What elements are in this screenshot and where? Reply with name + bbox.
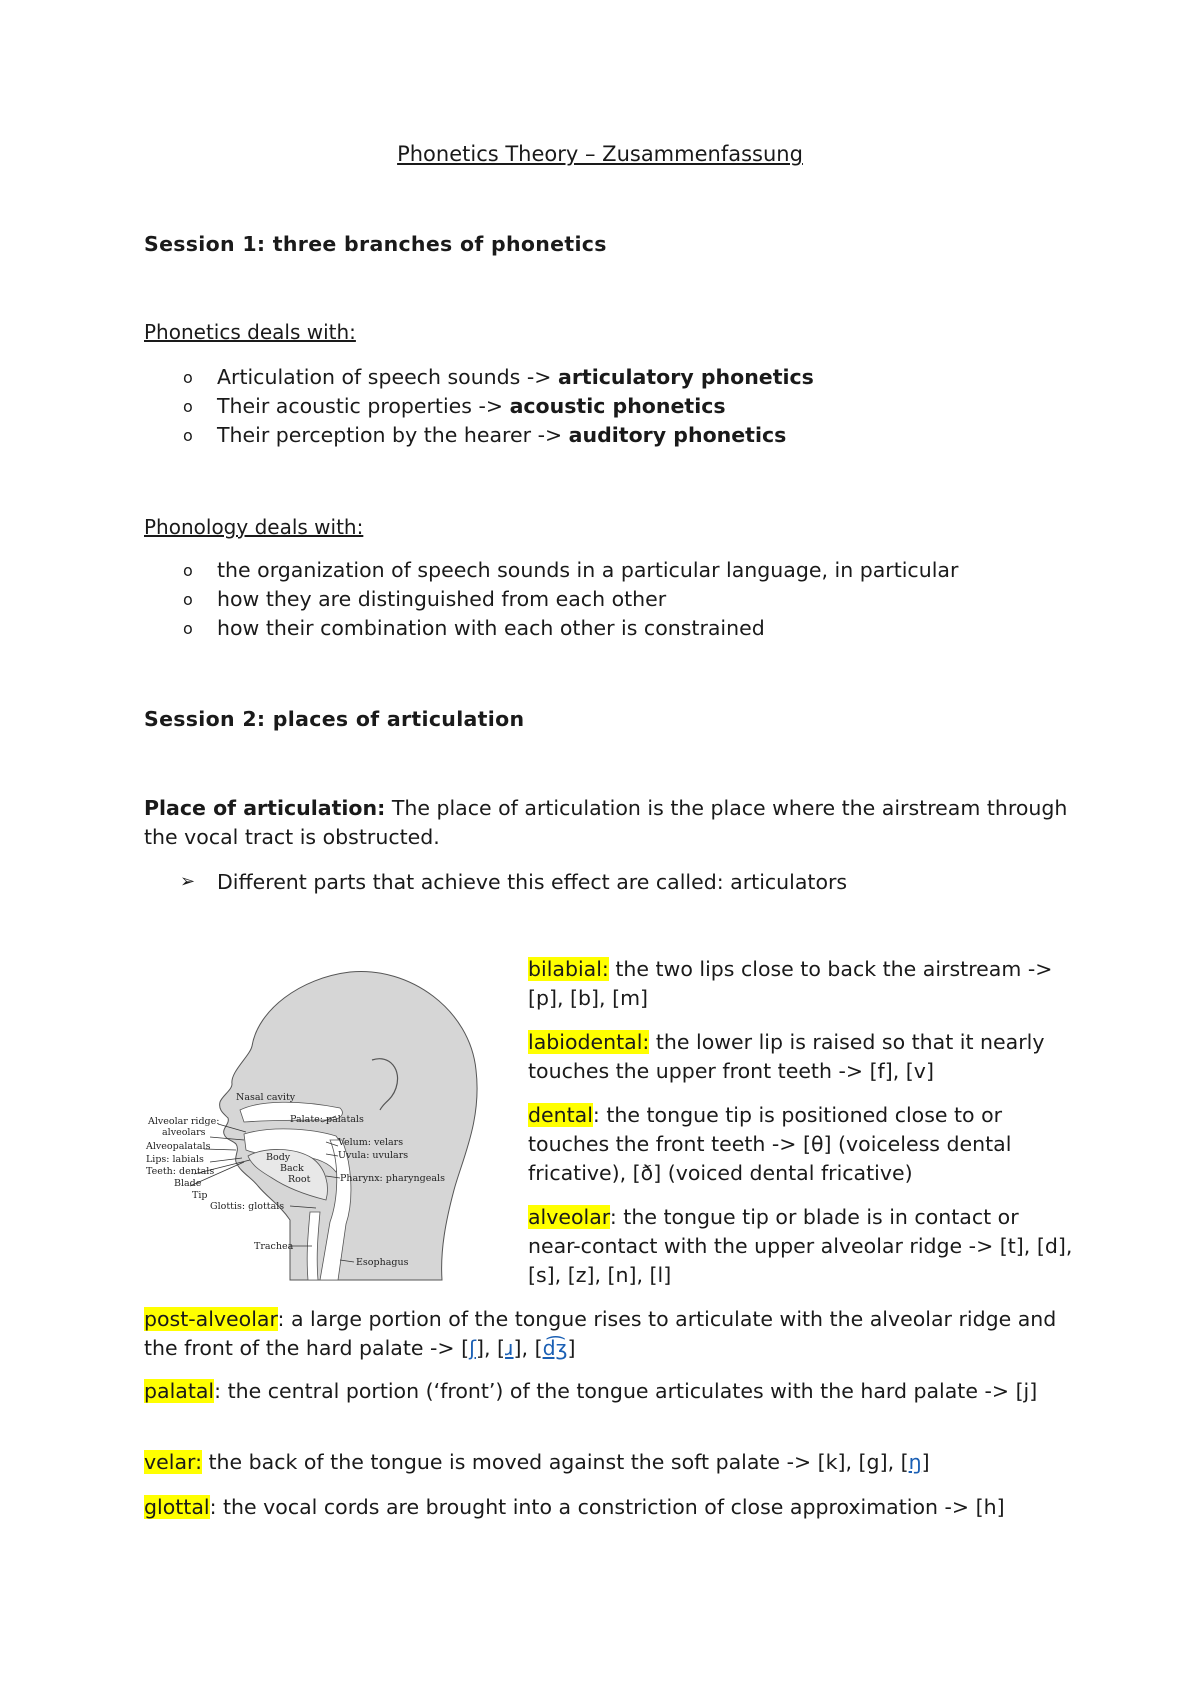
list-item-text: Their acoustic properties ->: [217, 394, 510, 418]
definition-glottal: [144, 1493, 1074, 1522]
definition-text: the back of the tongue is moved against the soft palate -> [k], [g], [: [201, 1450, 909, 1474]
label-alveopalatals: Alveopalatals: [146, 1141, 211, 1152]
definition-bilabial: [528, 955, 1068, 1013]
definition-alveolar: [528, 1203, 1073, 1290]
highlighted-term: velar:: [144, 1450, 202, 1474]
label-tip: Tip: [192, 1190, 208, 1201]
vocal-tract-diagram: [140, 950, 490, 1290]
ipa-link-eng[interactable]: ŋ: [908, 1450, 922, 1474]
label-lips: Lips: labials: [146, 1154, 204, 1165]
label-teeth: Teeth: dentals: [146, 1166, 215, 1177]
bullet-icon: o: [183, 619, 193, 638]
arrow-item-text: Different parts that achieve this effect are called: articulators: [217, 870, 848, 894]
closing-bracket: ]: [921, 1450, 930, 1474]
phonetics-heading: Phonetics deals with:: [144, 320, 356, 344]
definition-text: The place of articulation is the place where the airstream through the vocal tract is obstructed.: [144, 796, 1068, 849]
definition-palatal: [144, 1377, 1074, 1406]
head-silhouette: [220, 971, 478, 1280]
definition-text: : the tongue tip is positioned close to or touches the front teeth -> [θ] (voiceless dental fricative), [ð] (voiced dental fricative): [528, 1103, 1012, 1185]
definition-labiodental: [528, 1028, 1068, 1086]
label-trachea: Trachea: [254, 1241, 294, 1252]
bullet-icon: o: [183, 368, 193, 387]
ipa-link-dezh[interactable]: d͡ʒ: [542, 1336, 568, 1360]
list-item-text: how their combination with each other is constrained: [217, 616, 765, 640]
highlighted-term: dental: [528, 1103, 593, 1127]
bullet-icon: o: [183, 561, 193, 580]
label-palate: Palate: palatals: [290, 1114, 364, 1125]
definition-text: : a large portion of the tongue rises to articulate with the alveolar ridge and the front of the hard palate -> [: [144, 1307, 1057, 1360]
label-back: Back: [280, 1163, 304, 1174]
document-title: Phonetics Theory – Zusammenfassung: [397, 142, 803, 166]
label-alveolars: alveolars: [162, 1127, 206, 1138]
definition-text: : the tongue tip or blade is in contact or near-contact with the upper alveolar ridge -> [t], [d], [s], [z], [n], [l]: [528, 1205, 1073, 1287]
highlighted-term: labiodental:: [528, 1030, 650, 1054]
bullet-icon: o: [183, 397, 193, 416]
label-velum: Velum: velars: [338, 1137, 404, 1148]
highlighted-term: post-alveolar: [144, 1307, 278, 1331]
label-alveolar-ridge: Alveolar ridge:: [148, 1116, 220, 1127]
definition-velar: [144, 1448, 1074, 1477]
phonology-heading: Phonology deals with:: [144, 515, 364, 539]
separator-text: ], [: [476, 1336, 506, 1360]
definition-dental: [528, 1101, 1068, 1188]
list-item-text: Their perception by the hearer ->: [217, 423, 569, 447]
list-item-term: auditory phonetics: [568, 423, 787, 447]
highlighted-term: palatal: [144, 1379, 215, 1403]
definition-post-alveolar: [144, 1305, 1074, 1363]
label-body: Body: [266, 1152, 291, 1163]
list-item-term: acoustic phonetics: [509, 394, 726, 418]
place-of-articulation-definition: [144, 794, 1074, 852]
highlighted-term: glottal: [144, 1495, 210, 1519]
session-2-heading: Session 2: places of articulation: [144, 707, 525, 731]
highlighted-term: bilabial:: [528, 957, 609, 981]
highlighted-term: alveolar: [528, 1205, 610, 1229]
label-pharynx: Pharynx: pharyngeals: [340, 1173, 445, 1184]
label-root: Root: [288, 1174, 311, 1185]
label-uvula: Uvula: uvulars: [338, 1150, 409, 1161]
list-item-text: Articulation of speech sounds ->: [217, 365, 558, 389]
bullet-icon: o: [183, 590, 193, 609]
definition-text: : the central portion (‘front’) of the tongue articulates with the hard palate -> [j]: [214, 1379, 1038, 1403]
ipa-link-turned-r[interactable]: ɹ: [505, 1336, 514, 1360]
list-item-text: the organization of speech sounds in a particular language, in particular: [217, 558, 959, 582]
bullet-icon: o: [183, 426, 193, 445]
session-1-heading: Session 1: three branches of phonetics: [144, 232, 607, 256]
list-item-text: how they are distinguished from each other: [217, 587, 667, 611]
definition-text: : the vocal cords are brought into a constriction of close approximation -> [h]: [209, 1495, 1005, 1519]
definition-term: Place of articulation:: [144, 796, 386, 820]
separator-text: ], [: [513, 1336, 543, 1360]
ipa-link-esh[interactable]: ʃ: [469, 1336, 477, 1360]
label-esophagus: Esophagus: [356, 1257, 409, 1268]
list-item-term: articulatory phonetics: [557, 365, 814, 389]
closing-bracket: ]: [567, 1336, 576, 1360]
arrow-bullet-icon: ➢: [180, 871, 196, 892]
label-nasal-cavity: Nasal cavity: [236, 1092, 296, 1103]
label-glottis: Glottis: glottals: [210, 1201, 285, 1212]
definition-text: the two lips close to back the airstream -> [p], [b], [m]: [528, 957, 1053, 1010]
label-blade: Blade: [174, 1178, 202, 1189]
definition-text: the lower lip is raised so that it nearly touches the upper front teeth -> [f], [v]: [528, 1030, 1045, 1083]
